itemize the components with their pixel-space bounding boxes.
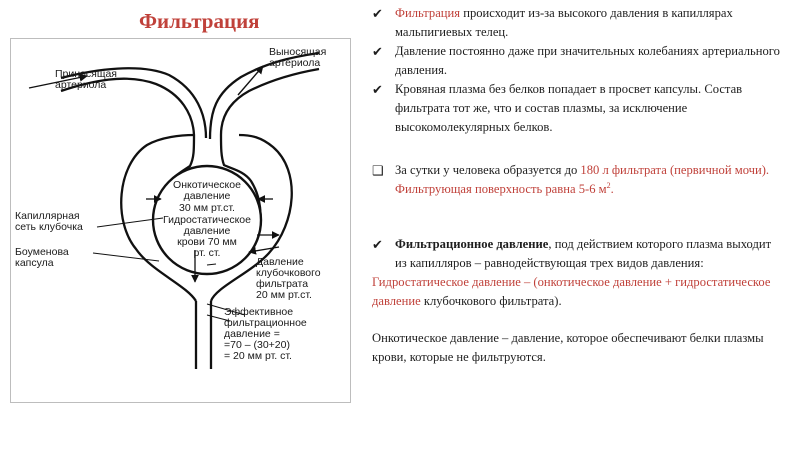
bowman-capsule-label: Боуменова капсула — [15, 246, 69, 269]
check-icon: ✔ — [372, 6, 383, 21]
daily-filtrate-block — [370, 161, 785, 199]
bullet-daily-filtrate: ❑ За сутки у человека образуется до 180 л фильтрата (первичной мочи). Фильтрующая поверхность равна 5-6 $м^2$. — [372, 163, 770, 196]
hydrostatic-label: Гидростатическое давление — [163, 214, 251, 237]
nephron-diagram — [10, 38, 351, 403]
efferent-label: Выносящая артериола — [269, 46, 327, 69]
formula: Гидростатическое давление – (онкотическое давление + гидростатическое давление клубочкового фильтрата). — [372, 275, 771, 308]
oncotic-definition: Онкотическое давление – давление, которое обеспечивают белки плазмы крови, которые не фильтруются. — [372, 331, 764, 364]
effective-pressure-label: Эффективное фильтрационное давление = =70 – (30+20) = 20 мм рт. ст. — [224, 306, 307, 362]
hydrostatic-value: крови 70 мм рт. ст. — [177, 236, 237, 259]
square-bullet-icon: ❑ — [372, 163, 384, 178]
page-title: Фильтрация — [139, 9, 260, 33]
capsule-pressure-label: Давление клубочкового фильтрата 20 мм рт.ст. — [256, 256, 321, 301]
bullet-plasma: ✔ Кровяная плазма без белков попадает в просвет капсулы. Состав фильтрата тот же, что и состав плазмы, за исключение высокомолекулярных белков. — [372, 82, 743, 134]
text-block — [370, 4, 785, 137]
bullet-filtration-pressure: ✔ Фильтрационное давление, под действием которого плазма выходит из капилляров – равнодействующая трех видов давления: — [372, 237, 772, 270]
capillary-label: Капиллярная сеть клубочка — [15, 210, 83, 233]
check-icon: ✔ — [372, 82, 383, 97]
oncotic-label: Онкотическое давление — [173, 179, 241, 202]
check-icon: ✔ — [372, 237, 383, 252]
bullet-filtration: ✔ Фильтрация происходит из-за высокого давления в капиллярах мальпигиевых телец. — [372, 6, 733, 39]
check-icon: ✔ — [372, 44, 383, 59]
oncotic-value: 30 мм рт.ст. — [179, 202, 235, 214]
filtration-pressure-block — [370, 235, 785, 367]
afferent-label: Приносящая артериола — [55, 68, 117, 91]
bullet-pressure-constant: ✔ Давление постоянно даже при значительных колебаниях артериального давления. — [372, 44, 780, 77]
